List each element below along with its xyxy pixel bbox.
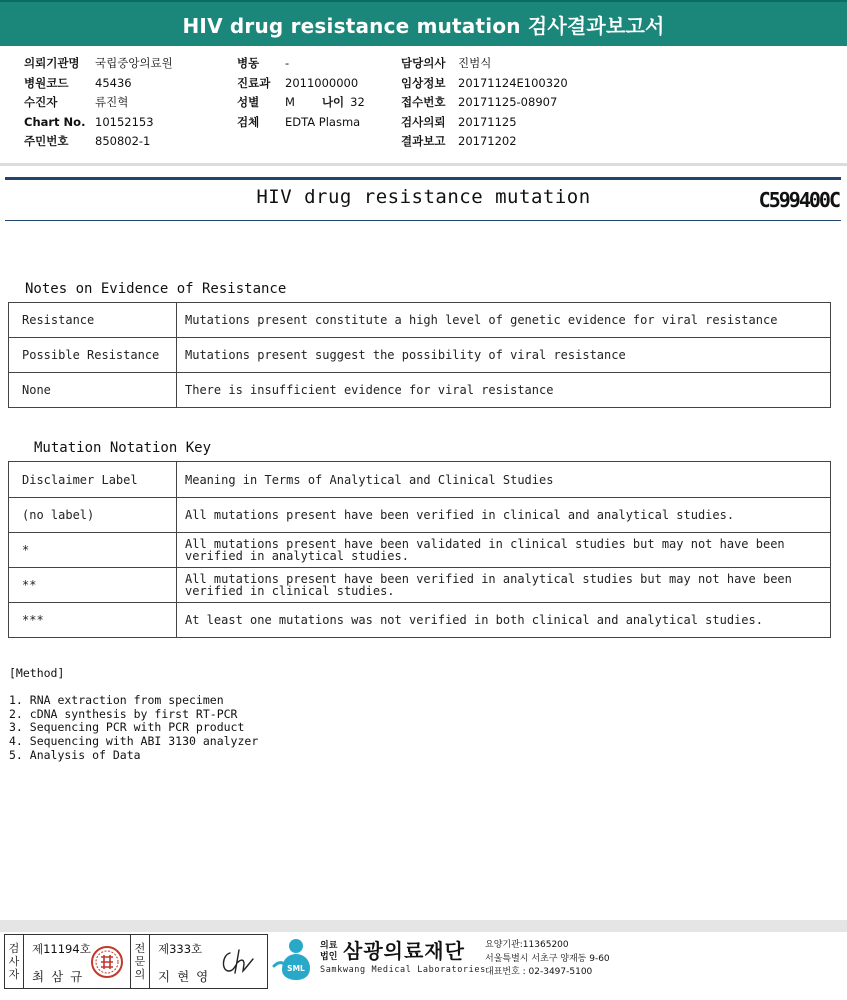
vertical-char: 문 bbox=[134, 955, 146, 968]
key-label-cell: *** bbox=[9, 603, 177, 638]
info-label: 병동 bbox=[237, 56, 260, 70]
tester-license: 제11194호 bbox=[32, 942, 91, 956]
info-row bbox=[237, 74, 365, 94]
method-title: [Method] bbox=[9, 666, 65, 680]
tester-vertical-label bbox=[5, 935, 24, 988]
title-rule-top bbox=[5, 177, 841, 180]
info-value: 45436 bbox=[95, 75, 132, 90]
info-value: 850802-1 bbox=[95, 134, 151, 148]
key-label-cell: ** bbox=[9, 568, 177, 603]
info-label: 병원코드 bbox=[24, 75, 69, 90]
info-value: M bbox=[285, 95, 295, 109]
info-value: 2011000000 bbox=[285, 75, 359, 90]
tester-name: 최삼규 bbox=[32, 969, 90, 984]
method-steps bbox=[9, 694, 258, 763]
method-step: 3. Sequencing PCR with PCR product bbox=[9, 720, 245, 735]
report-code: C599400C bbox=[758, 188, 839, 212]
info-value: 류진혁 bbox=[95, 95, 129, 109]
info-divider bbox=[0, 163, 847, 166]
info-column-1 bbox=[24, 54, 173, 152]
info-label: 검사의뢰 bbox=[401, 114, 446, 129]
key-header-text: Meaning in Terms of Analytical and Clinical Studies bbox=[177, 462, 831, 498]
info-row bbox=[24, 132, 173, 152]
table-row bbox=[9, 338, 831, 373]
table-row bbox=[9, 603, 831, 638]
report-header-title: HIV drug resistance mutation 검사결과보고서 bbox=[182, 13, 665, 38]
info-row bbox=[24, 54, 173, 74]
notes-label-cell: Possible Resistance bbox=[9, 338, 177, 373]
specialist-name: 지현영 bbox=[158, 969, 216, 984]
info-value: - bbox=[285, 56, 290, 70]
info-label: 의뢰기관명 bbox=[24, 56, 80, 70]
report-header-bar bbox=[0, 0, 847, 46]
info-label: 담당의사 bbox=[401, 56, 446, 70]
info-label: 진료과 bbox=[237, 75, 271, 90]
key-table bbox=[8, 461, 831, 638]
info-row bbox=[401, 54, 568, 74]
key-text-cell: At least one mutations was not verified in both clinical and analytical studies. bbox=[177, 603, 831, 638]
info-label: 임상정보 bbox=[401, 75, 446, 90]
age-value: 32 bbox=[350, 95, 365, 109]
info-value: 국립중앙의료원 bbox=[95, 56, 173, 70]
info-value: 진범식 bbox=[458, 56, 492, 70]
info-label: 결과보고 bbox=[401, 134, 446, 148]
table-row bbox=[9, 533, 831, 568]
specialist-cell bbox=[150, 935, 267, 988]
logo-text: SML bbox=[287, 964, 305, 973]
info-value: 20171125 bbox=[458, 114, 517, 129]
info-label: 주민번호 bbox=[24, 134, 69, 148]
org-contact-info bbox=[485, 939, 610, 980]
table-header-row bbox=[9, 462, 831, 498]
org-type-line: 의료 bbox=[320, 941, 338, 951]
org-english-name: Samkwang Medical Laboratories bbox=[320, 965, 486, 975]
table-row bbox=[9, 373, 831, 408]
method-step: 2. cDNA synthesis by first RT-PCR bbox=[9, 706, 238, 721]
info-row bbox=[24, 113, 173, 133]
info-value: 20171125-08907 bbox=[458, 95, 558, 109]
tester-seal-icon bbox=[90, 945, 124, 979]
org-info-line: 요양기관:11365200 bbox=[485, 940, 569, 950]
org-info-line: 서울특별시 서초구 양재동 9-60 bbox=[485, 953, 610, 964]
table-row bbox=[9, 303, 831, 338]
key-text-cell: All mutations present have been validated in clinical studies but may not have been verified in analytical studies. bbox=[177, 533, 831, 568]
sml-logo-icon bbox=[272, 936, 318, 982]
info-row bbox=[401, 74, 568, 94]
key-text-cell: All mutations present have been verified in analytical studies but may not have been verified in clinical studies. bbox=[177, 568, 831, 603]
org-name: 삼광의료재단 bbox=[343, 939, 465, 963]
info-label: 접수번호 bbox=[401, 95, 446, 109]
vertical-char: 자 bbox=[8, 968, 20, 981]
notes-label-cell: Resistance bbox=[9, 303, 177, 338]
specialist-license: 제333호 bbox=[158, 942, 203, 956]
key-section-title: Mutation Notation Key bbox=[34, 440, 212, 456]
info-column-3 bbox=[401, 54, 568, 152]
age-label: 나이 bbox=[321, 95, 345, 109]
info-label: 수진자 bbox=[24, 95, 58, 109]
method-step: 5. Analysis of Data bbox=[9, 747, 141, 762]
method-step: 1. RNA extraction from specimen bbox=[9, 693, 224, 707]
notes-section-title: Notes on Evidence of Resistance bbox=[25, 281, 287, 297]
notes-text-cell: Mutations present suggest the possibility of viral resistance bbox=[177, 338, 831, 373]
vertical-char: 사 bbox=[8, 955, 20, 968]
signature-box bbox=[4, 934, 268, 989]
info-label: 성별 bbox=[237, 95, 260, 109]
vertical-char: 검 bbox=[8, 942, 20, 955]
info-row bbox=[24, 74, 173, 94]
info-value: 20171124E100320 bbox=[458, 75, 568, 90]
key-label-cell: * bbox=[9, 533, 177, 568]
info-value: EDTA Plasma bbox=[285, 114, 361, 129]
notes-label-cell: None bbox=[9, 373, 177, 408]
key-text-cell: All mutations present have been verified in clinical and analytical studies. bbox=[177, 498, 831, 533]
info-label: Chart No. bbox=[24, 114, 86, 129]
key-header-label: Disclaimer Label bbox=[9, 462, 177, 498]
signature-icon bbox=[218, 947, 258, 977]
info-row bbox=[401, 113, 568, 133]
key-label-cell: (no label) bbox=[9, 498, 177, 533]
info-row bbox=[401, 93, 568, 113]
vertical-char: 전 bbox=[134, 942, 146, 955]
notes-text-cell: There is insufficient evidence for viral resistance bbox=[177, 373, 831, 408]
tester-cell bbox=[24, 935, 131, 988]
info-value: 10152153 bbox=[95, 114, 154, 129]
vertical-char: 의 bbox=[134, 968, 146, 981]
title-rule-bottom bbox=[5, 220, 841, 221]
info-row bbox=[237, 93, 365, 113]
report-title: HIV drug resistance mutation bbox=[256, 186, 591, 208]
org-type bbox=[320, 941, 337, 963]
info-label: 검체 bbox=[237, 114, 260, 129]
info-column-2 bbox=[237, 54, 365, 132]
notes-table bbox=[8, 302, 831, 408]
specialist-vertical-label bbox=[131, 935, 150, 988]
info-row bbox=[237, 54, 365, 74]
footer-divider bbox=[0, 920, 847, 932]
info-value: 20171202 bbox=[458, 134, 517, 148]
table-row bbox=[9, 568, 831, 603]
info-row bbox=[401, 132, 568, 152]
info-row bbox=[24, 93, 173, 113]
notes-text-cell: Mutations present constitute a high level of genetic evidence for viral resistance bbox=[177, 303, 831, 338]
info-row bbox=[237, 113, 365, 133]
org-type-line: 법인 bbox=[320, 952, 338, 962]
method-step: 4. Sequencing with ABI 3130 analyzer bbox=[9, 734, 259, 749]
table-row bbox=[9, 498, 831, 533]
org-info-line: 대표번호 : 02-3497-5100 bbox=[485, 967, 593, 977]
